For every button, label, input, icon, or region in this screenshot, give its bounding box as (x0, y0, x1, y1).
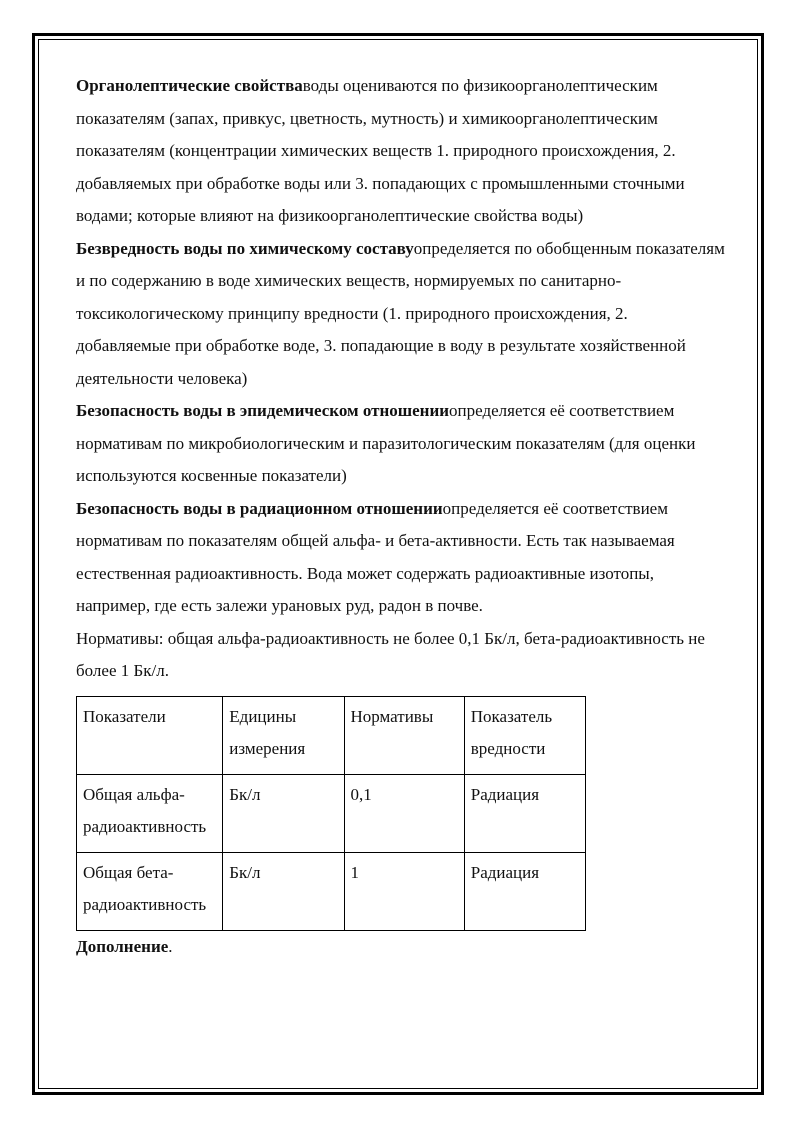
table-cell: 0,1 (344, 774, 464, 852)
table-cell: 1 (344, 852, 464, 930)
table-header-cell: Нормативы (344, 696, 464, 774)
document-body (76, 70, 726, 963)
table-cell: Бк/л (223, 774, 344, 852)
table-row (77, 774, 586, 852)
term-epidemic: Безопасность воды в эпидемическом отношении (76, 401, 450, 420)
table-header-cell: Показатель вредности (464, 696, 585, 774)
term-radiation: Безопасность воды в радиационном отношении (76, 498, 443, 518)
table-row (77, 852, 586, 930)
text-addendum: . (168, 936, 173, 956)
table-header-cell: Показатели (77, 696, 223, 774)
table-cell: Радиация (464, 774, 585, 852)
table-cell: Общая бета-радиоактивность (77, 852, 223, 930)
text-chemical: определяется по обобщенным показателям и по содержанию в воде химических веществ, нормируемых по санитарно-токсикологическому принципу вредности (1. природного происхождения, 2. добавляемые при обработке воде, 3. попадающие в воду в результате хозяйственной деятельности человека) (76, 238, 725, 388)
paragraph-epidemic (76, 395, 726, 493)
table-header-row (77, 696, 586, 774)
term-chemical: Безвредность воды по химическому составу (76, 238, 414, 258)
term-organoleptic: Органолептические свойства (76, 76, 303, 95)
paragraph-radiation (76, 493, 726, 623)
paragraph-organoleptic (76, 70, 726, 233)
text-radiation: определяется её соответствием нормативам по показателям общей альфа- и бета-активности. Есть так называемая естественная радиоактивность. Вода может содержать радиоактивные изотопы, например, где есть залежи урановых руд, радон в почве. (76, 498, 675, 615)
text-organoleptic: воды оцениваются по физикоорганолептическим показателям (запах, привкус, цветность, мутность) и химикоорганолептическим показателям (концентрации химических веществ 1. природного происхождения, 2. добавляемых при обработке воды или 3. попадающих с промышленными сточными водами; которые влияют на физикоорганолептические свойства воды) (76, 76, 685, 225)
table-cell: Радиация (464, 852, 585, 930)
term-addendum: Дополнение (76, 936, 169, 956)
table-cell: Общая альфа-радиоактивность (77, 774, 223, 852)
norms-table (76, 696, 586, 931)
paragraph-chemical (76, 233, 726, 396)
text-epidemic: определяется её соответствием нормативам по микробиологическим и паразитологическим показателям (для оценки используются косвенные показатели) (76, 401, 696, 485)
table-header-cell: Едицины измерения (223, 696, 344, 774)
paragraph-norms: Нормативы: общая альфа-радиоактивность не более 0,1 Бк/л, бета-радиоактивность не более 1 Бк/л. (76, 628, 705, 680)
table-cell: Бк/л (223, 852, 344, 930)
paragraph-addendum (76, 931, 726, 964)
